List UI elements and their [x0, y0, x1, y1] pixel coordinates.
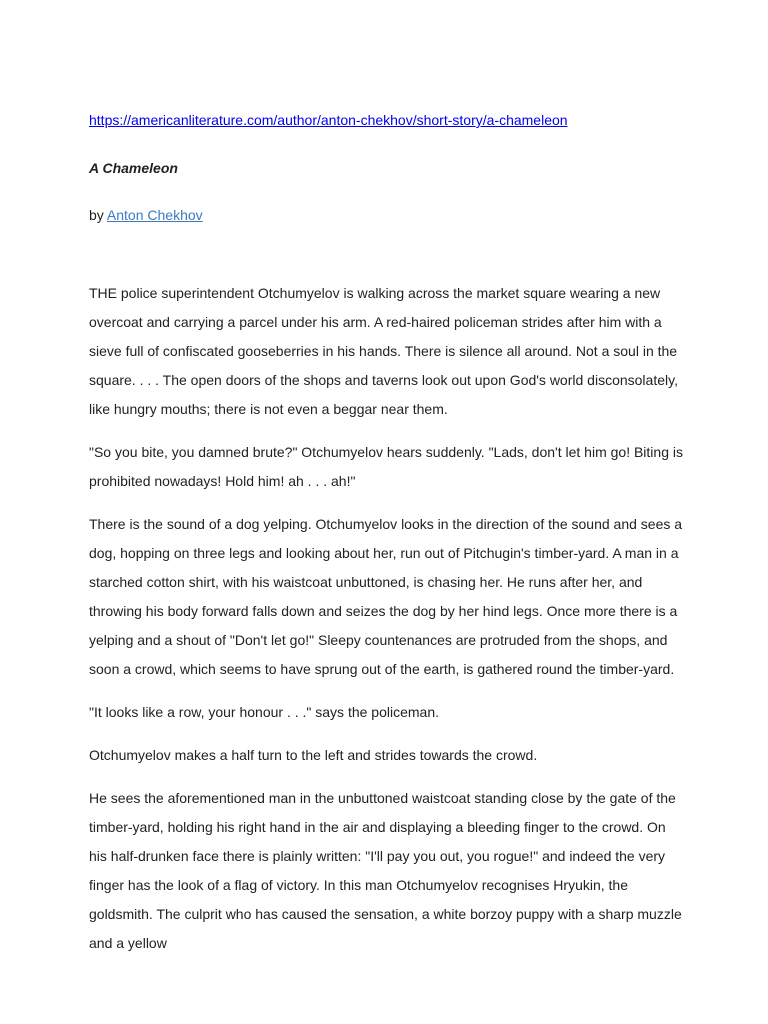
author-link[interactable]: Anton Chekhov — [106, 207, 203, 223]
paragraph-3: There is the sound of a dog yelping. Otchumyelov looks in the direction of the sound and sees a dog, hopping on three legs and looking about her, run out of Pitchugin's timber-yard. A man in a starched cotton shirt, with his waistcoat unbuttoned, is chasing her. He runs after her, and throwing his body forward falls down and seizes the dog by her hind legs. Once more there is a yelping and a shout of "Don't let go!" Sleepy countenances are protruded from the shops, and soon a crowd, which seems to have sprung out of the earth, is gathered round the timber-yard. — [89, 516, 683, 677]
paragraph-6: He sees the aforementioned man in the unbuttoned waistcoat standing close by the gate of the timber-yard, holding his right hand in the air and displaying a bleeding finger to the crowd. On his half-drunken face there is plainly written: "I'll pay you out, you rogue!" and indeed the very finger has the look of a flag of victory. In this man Otchumyelov recognises Hryukin, the goldsmith. The culprit who has caused the sensation, a white borzoy puppy with a sharp muzzle and a yellow — [89, 790, 682, 951]
source-url-link[interactable]: https://americanliterature.com/author/anton-chekhov/short-story/a-chameleon — [89, 112, 568, 128]
paragraph-1: THE police superintendent Otchumyelov is walking across the market square wearing a new overcoat and carrying a parcel under his arm. A red-haired policeman strides after him with a sieve full of confiscated gooseberries in his hands. There is silence all around. Not a soul in the square. . . . The open doors of the shops and taverns look out upon God's world disconsolately, like hungry mouths; there is not even a beggar near them. — [89, 285, 678, 417]
paragraph-4: "It looks like a row, your honour . . ." says the policeman. — [89, 704, 439, 720]
byline-prefix: by — [89, 207, 107, 223]
story-title: A Chameleon — [89, 160, 178, 176]
document-page — [89, 110, 684, 972]
paragraph-5: Otchumyelov makes a half turn to the left and strides towards the crowd. — [89, 747, 538, 763]
story-body — [89, 279, 684, 958]
paragraph-2: "So you bite, you damned brute?" Otchumyelov hears suddenly. "Lads, don't let him go! Biting is prohibited nowadays! Hold him! ah . . . ah!" — [89, 444, 683, 489]
byline — [89, 205, 684, 225]
